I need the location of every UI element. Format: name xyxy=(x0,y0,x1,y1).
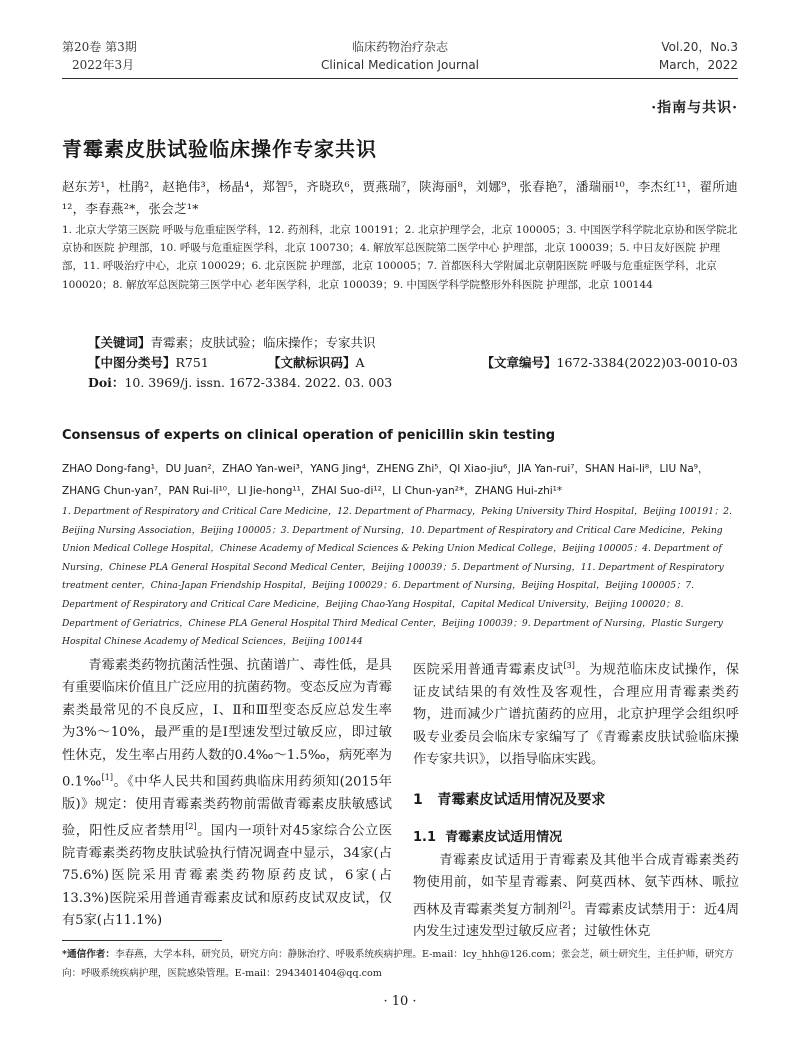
doc-code-field xyxy=(268,353,365,373)
footnote-text: 李春燕，大学本科，研究员，研究方向：静脉治疗、呼吸系统疾病护理。E-mail：lcy_hhh@126.com；张会芝，硕士研究生，主任护师，研究方向：呼吸系统疾病护理，医院感染管理。E-mail：2943401404@qq.com xyxy=(62,949,734,979)
keyword-block xyxy=(88,333,738,393)
body-text: 。国内一项针对45家综合公立医院青霉素类药物皮肤试验执行情况调查中显示，34家(占75.6%)医院采用青霉素类药物原药皮试，6家(占13.3%)医院采用普通青霉素皮试和原药皮试双皮试，仅有5家(占11.1%) xyxy=(62,823,393,929)
volume-en: Vol.20，No.3 xyxy=(661,40,738,54)
body-column-right xyxy=(413,655,739,944)
subsection-heading xyxy=(413,826,739,850)
affiliations-en: 1. Department of Respiratory and Critical Care Medicine，12. Department of Pharmacy，Peking University Third Hospital，Beijing 100191；2. Beijing Nursing Association，Beijing 100005；3. Department of Nursing，10. Department of Respiratory and Critical Care Medicine，Peking Union Medical College Hospital，Chinese Academy of Medical Sciences & Peking Union Medical College，Beijing 100005；4. Department of Nursing，Chinese PLA General Hospital Second Medical Center，Beijing 100039；5. Department of Nursing，11. Department of Respiratory treatment center，China-Japan Friendship Hospital，Beijing 100029；6. Department of Nursing，Beijing Hospital，Beijing 100005；7. Department of Respiratory and Critical Care Medicine，Beijing Chao-Yang Hospital，Capital Medical University，Beijing 100020；8. Department of Geriatrics，Chinese PLA General Hospital Third Medical Center，Beijing 100039；9. Department of Nursing，Plastic Surgery Hospital Chinese Academy of Medical Sciences，Beijing 100144 xyxy=(62,506,732,648)
citation[interactable]: [2] xyxy=(559,900,571,910)
clc-value: R751 xyxy=(175,355,209,370)
doi-value: 10. 3969/j. issn. 1672-3384. 2022. 03. 003 xyxy=(124,375,393,390)
volume-issue: 第20卷 第3期 xyxy=(62,40,137,54)
body-paragraph xyxy=(413,850,739,944)
body-text: 。《中华人民共和国药典临床用药须知(2015年版)》规定：使用青霉素类药物前需做青霉素皮肤敏感试验，阳性反应者禁用 xyxy=(62,774,392,839)
keywords-line xyxy=(88,333,738,353)
body-paragraph xyxy=(413,655,739,771)
body-text: 青霉素皮试适用于青霉素及其他半合成青霉素类药物使用前，如苄星青霉素、阿莫西林、氨苄西林、哌拉西林及青霉素类复方制剂 xyxy=(413,852,739,918)
body-column-left xyxy=(62,655,392,933)
body-text: 。为规范临床皮试操作，保证皮试结果的有效性及客观性，合理应用青霉素类药物，进而减少广谱抗菌药的应用，北京护理学会组织呼吸专业委员会临床专家编写了《青霉素皮肤试验临床操作专家共识》，以指导临床实践。 xyxy=(413,662,740,768)
author-list-en: ZHAO Dong-fang¹，DU Juan²，ZHAO Yan-wei³，YANG Jing⁴，ZHENG Zhi⁵，QI Xiao-jiu⁶，JIA Yan-rui⁷，SHAN Hai-li⁸，LIU Na⁹，ZHANG Chun-yan⁷，PAN Rui-li¹⁰，LI Jie-hong¹¹，ZHAI Suo-di¹²，LI Chun-yan²*，ZHANG Hui-zhi¹* xyxy=(62,463,709,497)
section-heading xyxy=(413,789,739,811)
citation[interactable]: [3] xyxy=(563,661,575,670)
doc-code-value: A xyxy=(355,355,365,370)
doi-label: Doi： xyxy=(88,375,125,390)
clc-label: 【中图分类号】 xyxy=(88,355,176,370)
body-text: 。青霉素皮试禁用于：近4周内发生过速发型过敏反应者；过敏性休克 xyxy=(413,902,740,940)
classification-line xyxy=(88,353,738,373)
article-title-en: Consensus of experts on clinical operation of penicillin skin testing xyxy=(62,428,556,443)
doc-code-label: 【文献标识码】 xyxy=(268,355,356,370)
subsection-title: 青霉素皮试适用情况 xyxy=(445,829,563,845)
keywords-text: 青霉素；皮肤试验；临床操作；专家共识 xyxy=(150,335,376,350)
clc-field xyxy=(88,353,209,373)
date-en: March，2022 xyxy=(658,58,738,72)
footnote-label: *通信作者： xyxy=(62,949,115,960)
section-tag: ·指南与共识· xyxy=(651,100,738,116)
article-number-label: 【文章编号】 xyxy=(481,355,557,370)
doi-line xyxy=(88,373,738,393)
subsection-number: 1.1 xyxy=(413,829,437,845)
journal-volume-en xyxy=(659,38,738,74)
author-list-cn: 赵东芳¹，杜鹃²，赵艳伟³，杨晶⁴，郑智⁵，齐晓玖⁶，贾燕瑞⁷，陕海丽⁸，刘娜⁹，张春艳⁷，潘瑞丽¹⁰，李杰红¹¹，翟所迪¹²，李春燕²*，张会芝¹* xyxy=(62,179,738,216)
header-divider xyxy=(62,78,738,79)
affiliations-cn: 1. 北京大学第三医院 呼吸与危重症医学科，12. 药剂科，北京 100191；2. 北京护理学会，北京 100005；3. 中国医学科学院北京协和医学院北京协和医院 护理部，10. 呼吸与危重症医学科，北京 100730；4. 解放军总医院第二医学中心 护理部，北京 100039；5. 中日友好医院 护理部，11. 呼吸治疗中心，北京 100029；6. 北京医院 护理部，北京 100005；7. 首都医科大学附属北京朝阳医院 呼吸与危重症医学科，北京 100020；8. 解放军总医院第三医学中心 老年医学科，北京 100039；9. 中国医学科学院整形外科医院 护理部，北京 100144 xyxy=(62,224,738,291)
footnote-divider xyxy=(62,940,222,941)
section-title: 青霉素皮试适用情况及要求 xyxy=(437,792,606,809)
journal-name-cn: 临床药物治疗杂志 xyxy=(351,40,448,54)
article-number-field xyxy=(482,353,739,373)
body-text: 医院采用普通青霉素皮试 xyxy=(413,662,564,678)
citation[interactable]: [2] xyxy=(185,822,197,832)
page-number: · 10 · xyxy=(383,994,417,1009)
section-number: 1 xyxy=(413,792,423,809)
journal-name-en: Clinical Medication Journal xyxy=(320,58,480,72)
keywords-label: 【关键词】 xyxy=(88,335,151,350)
article-number-value: 1672-3384(2022)03-0010-03 xyxy=(556,355,738,370)
citation[interactable]: [1] xyxy=(101,773,114,783)
article-title-cn: 青霉素皮肤试验临床操作专家共识 xyxy=(62,137,377,161)
publication-date: 2022年3月 xyxy=(72,58,135,72)
corresponding-author-note xyxy=(62,945,738,983)
body-paragraph xyxy=(62,655,392,933)
body-text: 青霉素类药物抗菌活性强、抗菌谱广、毒性低，是具有重要临床价值且广泛应用的抗菌药物。变态反应为青霉素类最常见的不良反应，Ⅰ、Ⅱ和Ⅲ型变态反应总发生率为3%～10%，最严重的是Ⅰ型速发型过敏反应，即过敏性休克，发生率占用药人数的0.4‰～1.5‰，病死率为0.1‰ xyxy=(62,658,392,790)
